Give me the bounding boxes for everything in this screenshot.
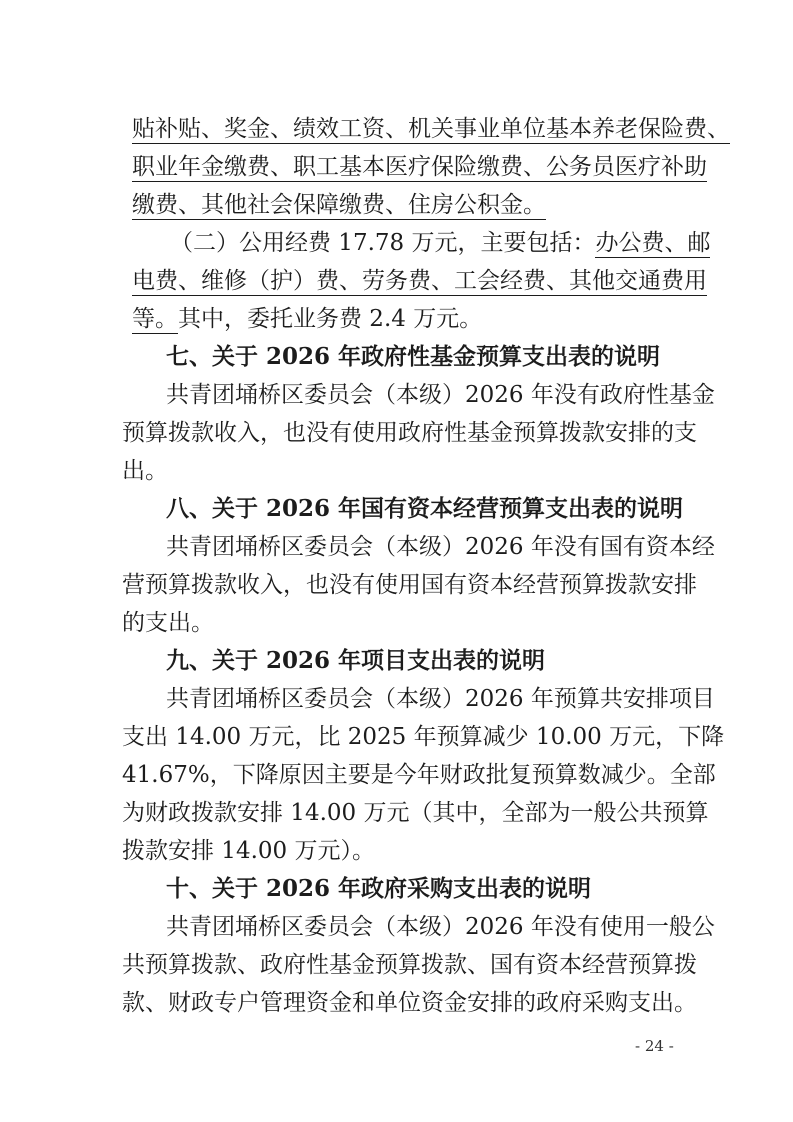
page-number: - 24 -	[635, 1037, 674, 1055]
text-line: 共青团埇桥区委员会（本级）2026 年没有政府性基金	[166, 382, 715, 408]
text-line: 出。	[122, 458, 168, 484]
text-line: 共青团埇桥区委员会（本级）2026 年没有使用一般公	[166, 914, 715, 940]
text-line: 缴费、其他社会保障缴费、住房公积金。	[132, 192, 546, 218]
text-line: 贴补贴、奖金、绩效工资、机关事业单位基本养老保险费、	[132, 116, 730, 142]
text-line: 预算拨款收入，也没有使用政府性基金预算拨款安排的支	[122, 420, 697, 446]
text-line: 的支出。	[122, 610, 214, 636]
text-line: 共青团埇桥区委员会（本级）2026 年预算共安排项目	[166, 686, 715, 712]
text-line: 41.67%，下降原因主要是今年财政批复预算数减少。全部	[122, 762, 716, 788]
section-heading: 九、关于 2026 年项目支出表的说明	[166, 647, 546, 674]
text-line: 共青团埇桥区委员会（本级）2026 年没有国有资本经	[166, 534, 715, 560]
text-line: 营预算拨款收入，也没有使用国有资本经营预算拨款安排	[122, 572, 697, 598]
section-heading: 八、关于 2026 年国有资本经营预算支出表的说明	[166, 495, 684, 522]
text-line: 等。其中，委托业务费 2.4 万元。	[132, 306, 483, 332]
section-heading: 十、关于 2026 年政府采购支出表的说明	[166, 875, 592, 902]
text-line: 共预算拨款、政府性基金预算拨款、国有资本经营预算拨	[122, 952, 697, 978]
text-line: （二）公用经费 17.78 万元，主要包括：办公费、邮	[170, 230, 711, 256]
text-line: 款、财政专户管理资金和单位资金安排的政府采购支出。	[122, 990, 697, 1016]
text-line: 支出 14.00 万元，比 2025 年预算减少 10.00 万元，下降	[122, 724, 725, 750]
text-line: 为财政拨款安排 14.00 万元（其中，全部为一般公共预算	[122, 800, 709, 826]
text-line: 职业年金缴费、职工基本医疗保险缴费、公务员医疗补助	[132, 154, 707, 180]
text-line: 电费、维修（护）费、劳务费、工会经费、其他交通费用	[132, 268, 707, 294]
text-line: 拨款安排 14.00 万元）。	[122, 838, 375, 864]
section-heading: 七、关于 2026 年政府性基金预算支出表的说明	[166, 343, 661, 370]
